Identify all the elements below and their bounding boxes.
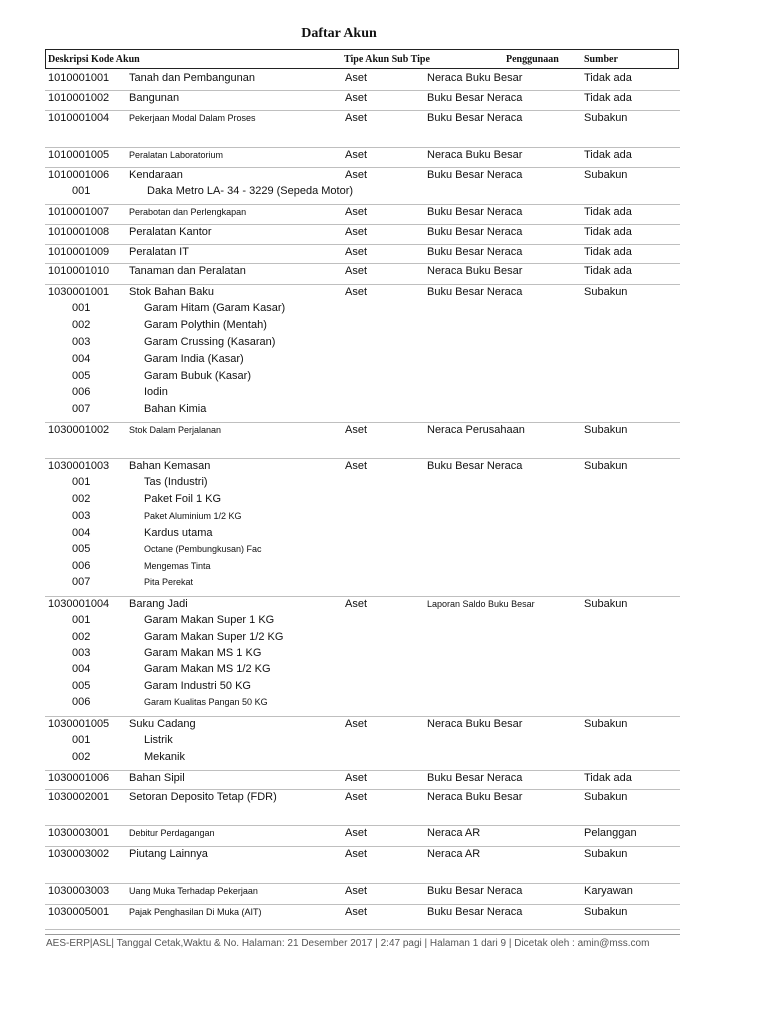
account-source: Subakun [584, 598, 628, 610]
account-type: Aset [345, 772, 368, 784]
sub-account-description: Garam Polythin (Mentah) [144, 319, 267, 331]
account-source: Tidak ada [584, 92, 632, 104]
account-type: Aset [345, 92, 368, 104]
table-row [45, 264, 680, 285]
table-row [45, 168, 680, 205]
account-code: 1030003003 [48, 885, 110, 897]
account-source: Subakun [584, 848, 628, 860]
account-usage: Buku Besar Neraca [427, 226, 523, 238]
account-source: Subakun [584, 169, 628, 181]
table-row [45, 597, 680, 717]
account-type: Aset [345, 791, 368, 803]
sub-account-code: 002 [72, 631, 91, 643]
table-row [45, 826, 680, 847]
table-header [45, 49, 679, 69]
account-usage: Buku Besar Neraca [427, 286, 523, 298]
sub-account-code: 006 [72, 560, 91, 572]
account-source: Subakun [584, 460, 628, 472]
sub-account-code: 002 [72, 751, 91, 763]
table-row [45, 205, 680, 225]
account-source: Karyawan [584, 885, 633, 897]
account-usage: Buku Besar Neraca [427, 92, 523, 104]
page-footer [45, 934, 680, 949]
sub-account-description: Daka Metro LA- 34 - 3229 (Sepeda Motor) [147, 185, 354, 197]
account-type: Aset [345, 149, 368, 161]
sub-account-code: 005 [72, 370, 91, 382]
account-usage: Buku Besar Neraca [427, 772, 523, 784]
table-row [45, 285, 680, 423]
account-type: Aset [345, 827, 368, 839]
account-type: Aset [345, 598, 368, 610]
sub-account-code: 002 [72, 493, 91, 505]
footer-text: AES-ERP|ASL| Tanggal Cetak,Waktu & No. Halaman: 21 Desember 2017 | 2:47 pagi | Halaman 1 dari 9 | Dicetak oleh : amin@mss.com [46, 938, 650, 949]
account-type: Aset [345, 718, 368, 730]
sub-account-description: Iodin [144, 386, 168, 398]
account-type: Aset [345, 169, 368, 181]
account-code: 1010001001 [48, 72, 110, 84]
header-deskripsi: Deskripsi Kode Akun [48, 54, 140, 65]
account-code: 1010001004 [48, 112, 110, 124]
sub-account-description: Paket Foil 1 KG [144, 493, 222, 505]
sub-account-description: Garam India (Kasar) [144, 353, 244, 365]
account-source: Subakun [584, 424, 628, 436]
sub-account-description: Octane (Pembungkusan) Fac [144, 544, 262, 554]
account-code: 1030001006 [48, 772, 110, 784]
sub-account-description: Garam Crussing (Kasaran) [144, 336, 276, 348]
sub-account-description: Listrik [144, 734, 173, 746]
account-description: Uang Muka Terhadap Pekerjaan [129, 886, 258, 896]
table-row [45, 245, 680, 264]
account-description: Debitur Perdagangan [129, 828, 215, 838]
account-description: Tanaman dan Peralatan [129, 265, 246, 277]
account-code: 1030003002 [48, 848, 110, 860]
account-type: Aset [345, 906, 368, 918]
account-description: Peralatan Kantor [129, 226, 212, 238]
sub-account-code: 003 [72, 336, 91, 348]
account-description: Pajak Penghasilan Di Muka (AIT) [129, 907, 262, 917]
sub-account-description: Garam Makan Super 1 KG [144, 614, 275, 626]
sub-account-description: Bahan Kimia [144, 403, 207, 415]
table-row [45, 790, 680, 826]
account-source: Tidak ada [584, 246, 632, 258]
account-code: 1010001005 [48, 149, 110, 161]
account-type: Aset [345, 226, 368, 238]
account-source: Subakun [584, 906, 628, 918]
account-type: Aset [345, 112, 368, 124]
account-code: 1030001005 [48, 718, 110, 730]
account-description: Tanah dan Pembangunan [129, 72, 255, 84]
sub-account-code: 005 [72, 543, 91, 555]
table-row [45, 423, 680, 459]
account-usage: Neraca Buku Besar [427, 718, 523, 730]
account-description: Bahan Sipil [129, 772, 185, 784]
account-description: Peralatan Laboratorium [129, 150, 224, 160]
account-code: 1010001006 [48, 169, 110, 181]
table-row [45, 459, 680, 597]
account-code: 1010001008 [48, 226, 110, 238]
account-description: Barang Jadi [129, 598, 188, 610]
account-description: Bangunan [129, 92, 180, 104]
table-row [45, 225, 680, 245]
account-usage: Buku Besar Neraca [427, 206, 523, 218]
account-type: Aset [345, 265, 368, 277]
sub-account-description: Garam Makan Super 1/2 KG [144, 631, 284, 643]
account-type: Aset [345, 246, 368, 258]
account-description: Suku Cadang [129, 718, 196, 730]
account-source: Subakun [584, 112, 628, 124]
account-usage: Buku Besar Neraca [427, 169, 523, 181]
account-type: Aset [345, 206, 368, 218]
table-row [45, 91, 680, 111]
sub-account-code: 001 [72, 302, 91, 314]
account-usage: Neraca Buku Besar [427, 265, 523, 277]
sub-account-code: 004 [72, 353, 91, 365]
sub-account-description: Garam Industri 50 KG [144, 680, 251, 692]
account-source: Subakun [584, 286, 628, 298]
sub-account-code: 001 [72, 734, 91, 746]
sub-account-code: 003 [72, 510, 91, 522]
sub-account-code: 007 [72, 403, 91, 415]
account-source: Subakun [584, 791, 628, 803]
account-description: Stok Bahan Baku [129, 286, 215, 298]
table-row [45, 148, 680, 168]
table-row [45, 717, 680, 771]
account-description: Stok Dalam Perjalanan [129, 425, 222, 435]
account-code: 1030001001 [48, 286, 110, 298]
account-usage: Neraca Buku Besar [427, 72, 523, 84]
sub-account-code: 003 [72, 647, 91, 659]
sub-account-code: 002 [72, 319, 91, 331]
account-usage: Neraca Buku Besar [427, 149, 523, 161]
account-description: Kendaraan [129, 169, 183, 181]
sub-account-code: 004 [72, 527, 91, 539]
sub-account-code: 006 [72, 696, 91, 708]
account-code: 1030003001 [48, 827, 110, 839]
sub-account-description: Garam Bubuk (Kasar) [144, 370, 251, 382]
account-type: Aset [345, 848, 368, 860]
account-description: Setoran Deposito Tetap (FDR) [129, 791, 277, 803]
account-type: Aset [345, 460, 368, 472]
sub-account-code: 005 [72, 680, 91, 692]
account-type: Aset [345, 286, 368, 298]
account-usage: Laporan Saldo Buku Besar [427, 599, 535, 609]
account-source: Tidak ada [584, 149, 632, 161]
table-row [45, 111, 680, 148]
table-row [45, 905, 680, 930]
header-tipe: Tipe Akun Sub Tipe [344, 54, 430, 65]
account-usage: Buku Besar Neraca [427, 112, 523, 124]
sub-account-description: Mekanik [144, 751, 185, 763]
account-code: 1010001009 [48, 246, 110, 258]
sub-account-code: 007 [72, 576, 91, 588]
account-source: Tidak ada [584, 72, 632, 84]
account-source: Pelanggan [584, 827, 637, 839]
sub-account-code: 004 [72, 663, 91, 675]
sub-account-description: Garam Makan MS 1/2 KG [144, 663, 271, 675]
account-usage: Neraca AR [427, 827, 481, 839]
sub-account-code: 001 [72, 614, 91, 626]
account-usage: Neraca Buku Besar [427, 791, 523, 803]
account-code: 1030002001 [48, 791, 110, 803]
account-description: Pekerjaan Modal Dalam Proses [129, 113, 256, 123]
table-row [45, 771, 680, 790]
account-code: 1030001002 [48, 424, 110, 436]
account-source: Tidak ada [584, 772, 632, 784]
account-source: Subakun [584, 718, 628, 730]
account-type: Aset [345, 72, 368, 84]
account-code: 1010001002 [48, 92, 110, 104]
sub-account-description: Pita Perekat [144, 577, 194, 587]
sub-account-description: Garam Makan MS 1 KG [144, 647, 262, 659]
account-usage: Buku Besar Neraca [427, 885, 523, 897]
account-description: Bahan Kemasan [129, 460, 211, 472]
account-usage: Buku Besar Neraca [427, 906, 523, 918]
account-usage: Neraca Perusahaan [427, 424, 525, 436]
account-usage: Buku Besar Neraca [427, 460, 523, 472]
account-code: 1010001007 [48, 206, 110, 218]
account-type: Aset [345, 885, 368, 897]
account-description: Peralatan IT [129, 246, 189, 258]
sub-account-code: 006 [72, 386, 91, 398]
table-row [45, 71, 680, 91]
account-description: Piutang Lainnya [129, 848, 208, 860]
account-code: 1030001003 [48, 460, 110, 472]
table-row [45, 884, 680, 905]
account-usage: Neraca AR [427, 848, 481, 860]
sub-account-description: Paket Aluminium 1/2 KG [144, 511, 242, 521]
account-description: Perabotan dan Perlengkapan [129, 207, 247, 217]
account-code: 1030001004 [48, 598, 110, 610]
sub-account-description: Garam Kualitas Pangan 50 KG [144, 697, 268, 707]
account-usage: Buku Besar Neraca [427, 246, 523, 258]
sub-account-description: Kardus utama [144, 527, 213, 539]
sub-account-code: 001 [72, 476, 91, 488]
sub-account-description: Garam Hitam (Garam Kasar) [144, 302, 286, 314]
sub-account-code: 001 [72, 185, 91, 197]
header-sumber: Sumber [584, 54, 618, 65]
account-source: Tidak ada [584, 265, 632, 277]
account-code: 1010001010 [48, 265, 110, 277]
account-source: Tidak ada [584, 226, 632, 238]
account-type: Aset [345, 424, 368, 436]
account-code: 1030005001 [48, 906, 110, 918]
sub-account-description: Tas (Industri) [144, 476, 208, 488]
account-source: Tidak ada [584, 206, 632, 218]
document-title: Daftar Akun [301, 26, 377, 41]
header-penggunaan: Penggunaan [506, 54, 559, 65]
table-row [45, 847, 680, 884]
sub-account-description: Mengemas Tinta [144, 561, 211, 571]
